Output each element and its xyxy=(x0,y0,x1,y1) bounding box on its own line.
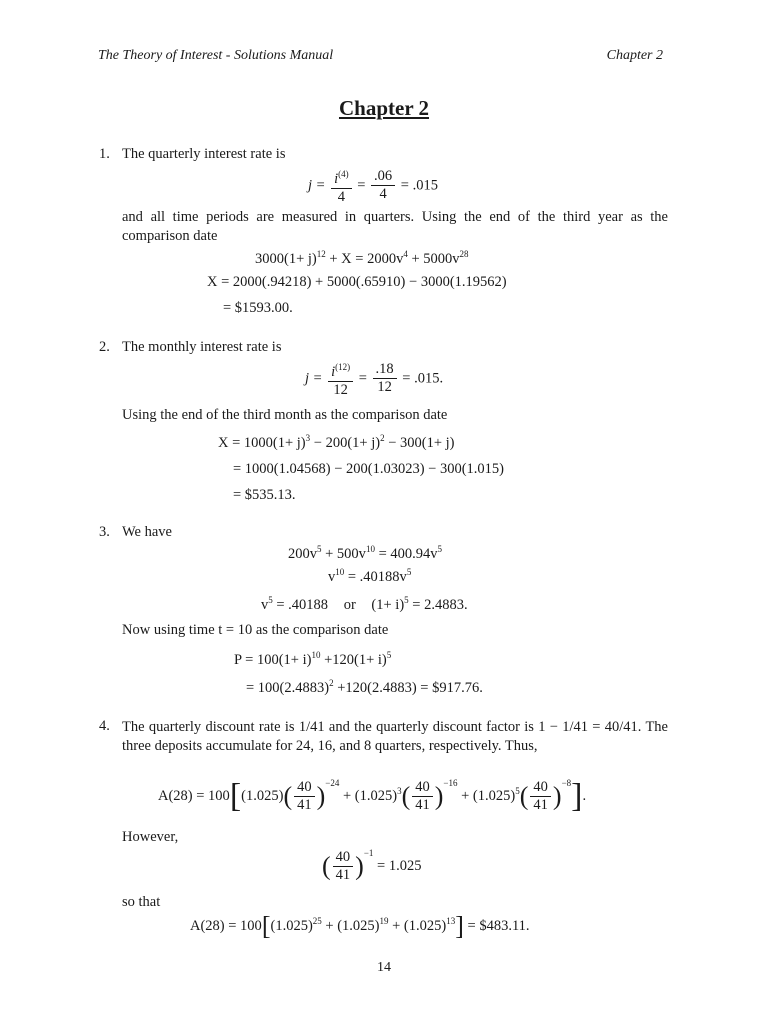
problem-4-eq3: $A(28) = 100[(1.025)^{25} + (1.025)^{19} + (1.025)^{13}]$ = $483.11. xyxy=(190,911,530,941)
running-header-chapter: Chapter 2 xyxy=(606,48,663,63)
problem-3-eq4: $P = 100(1+ i)^{10} +120(1+ i)^5$ xyxy=(234,650,392,668)
problem-4-paragraph: The quarterly discount rate is 1/41 and the quarterly discount factor is 1 − 1/41 = 40/41. The three deposits accumulate for 24, 16, and 8 quarters, respectively. Thus, xyxy=(122,719,668,754)
problem-2-number: 2. xyxy=(99,339,110,355)
problem-4-number: 4. xyxy=(99,718,110,734)
problem-4-eq2: ( $\frac{40}{41}$ )$^{-1}$ = 1.025 xyxy=(322,848,422,884)
problem-1-eq2: $3000(1+ j)^{12} + X = 2000v^4 + 5000v^{28}$ xyxy=(255,249,469,267)
problem-1-intro: The quarterly interest rate is xyxy=(122,146,286,162)
problem-3-intro: We have xyxy=(122,524,172,540)
problem-2-paragraph: Using the end of the third month as the comparison date xyxy=(122,407,448,423)
problem-2-eq4: = $535.13. xyxy=(233,487,296,503)
problem-4-however: However, xyxy=(122,829,179,845)
problem-3-eq2: $v^{10} = .40188v^5$ xyxy=(328,567,412,585)
problem-3-eq5: = $100(2.4883)^2 +120(2.4883)$ = $917.76. xyxy=(246,678,483,696)
chapter-title: Chapter 2 xyxy=(338,96,430,120)
running-header-title: The Theory of Interest - Solutions Manual xyxy=(98,48,334,63)
page-number: 14 xyxy=(377,960,391,975)
problem-2-eq3: = 1000(1.04568) − 200(1.03023) − 300(1.015) xyxy=(233,461,505,477)
problem-3-number: 3. xyxy=(99,524,110,540)
problem-1-eq3: X = 2000(.94218) + 5000(.65910) − 3000(1.19562) xyxy=(207,274,507,290)
problem-3-eq1: $200v^5 + 500v^{10} = 400.94v^5$ xyxy=(288,544,442,562)
problem-1-eq4: = $1593.00. xyxy=(223,300,293,316)
problem-1-number: 1. xyxy=(99,146,110,162)
problem-4-eq1: A(28) = 100[(1.025)( $\frac{40}{41}$ )$^{-24} + (1.025)^3$( $\frac{40}{41}$ )$^{-16} + (1.025)^5$( $\frac{40}{41}$ )$^{-8}$]. xyxy=(158,777,587,815)
problem-2-eq1: j = $\frac{i^{(12)}}{12}$ = $\frac{.18}{12}$ = .015. xyxy=(305,361,444,398)
problem-1-eq1: j = $\frac{i^{(4)}}{4}$ = $\frac{.06}{4}$ = .015 xyxy=(308,168,438,205)
problem-4-so-that: so that xyxy=(122,894,161,910)
problem-3-eq3: $v^5 = .40188$ or $(1+ i)^5 = 2.4883$. xyxy=(261,595,468,613)
problem-2-eq2: $X = 1000(1+ j)^3 - 200(1+ j)^2 - 300(1+ j)$ xyxy=(218,433,455,451)
problem-1-paragraph: and all time periods are measured in quarters. Using the end of the third year as the comparison date xyxy=(122,209,668,244)
problem-2-intro: The monthly interest rate is xyxy=(122,339,282,355)
problem-3-paragraph: Now using time t = 10 as the comparison date xyxy=(122,622,389,638)
